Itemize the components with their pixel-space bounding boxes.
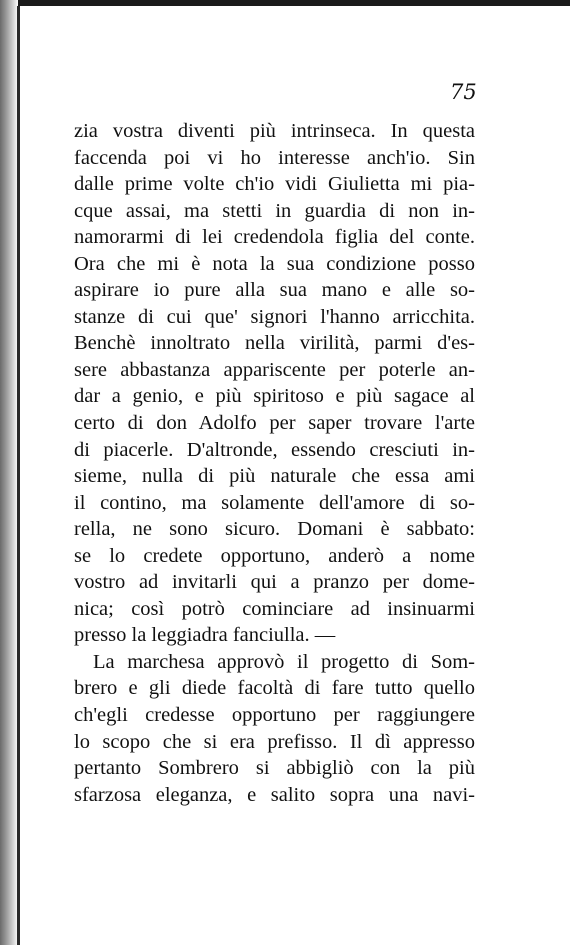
page-text	[74, 118, 475, 808]
text-line: stanze di cui que' signori l'hanno arricchita.	[74, 305, 475, 328]
text-line: ch'egli credesse opportuno per raggiungere	[74, 704, 475, 727]
text-line: aspirare io pure alla sua mano e alle so-	[74, 279, 475, 302]
text-line: sere abbastanza appariscente per poterle an-	[74, 358, 475, 381]
text-line: certo di don Adolfo per saper trovare l'arte	[74, 412, 475, 435]
page-edge-line	[17, 6, 20, 945]
text-line: zia vostra diventi più intrinseca. In questa	[74, 120, 475, 142]
top-border	[0, 0, 570, 6]
book-spine-shadow	[0, 0, 18, 945]
text-line: sfarzosa eleganza, e salito sopra una navi-	[74, 783, 475, 806]
text-line: il contino, ma solamente dell'amore di so-	[74, 491, 475, 514]
text-line: pertanto Sombrero si abbigliò con la più	[74, 757, 475, 780]
text-line: presso la leggiadra fanciulla. —	[74, 624, 336, 647]
text-line: namorarmi di lei credendola figlia del conte.	[74, 226, 475, 249]
text-line: rella, ne sono sicuro. Domani è sabbato:	[74, 518, 475, 541]
text-line: sieme, nulla di più naturale che essa ami	[74, 465, 475, 488]
text-line: nica; così potrò cominciare ad insinuarmi	[74, 597, 475, 620]
page-number: 75	[450, 80, 477, 104]
text-line: di piacerle. D'altronde, essendo cresciuti in-	[74, 438, 475, 461]
text-line: cque assai, ma stetti in guardia di non in-	[74, 199, 475, 222]
text-line: lo scopo che si era prefisso. Il dì appresso	[74, 730, 475, 753]
text-line: se lo credete opportuno, anderò a nome	[74, 544, 475, 567]
text-line: Ora che mi è nota la sua condizione posso	[74, 252, 475, 275]
text-line: vostro ad invitarli qui a pranzo per dome-	[74, 571, 475, 594]
text-line: La marchesa approvò il progetto di Som-	[93, 650, 475, 673]
text-line: Benchè innoltrato nella virilità, parmi d'es-	[74, 332, 475, 355]
text-line: faccenda poi vi ho interesse anch'io. Sin	[74, 146, 475, 169]
text-line: dar a genio, e più spiritoso e più sagace al	[74, 385, 475, 408]
text-line: brero e gli diede facoltà di fare tutto quello	[74, 677, 475, 700]
text-line: dalle prime volte ch'io vidi Giulietta mi pia-	[74, 173, 475, 196]
